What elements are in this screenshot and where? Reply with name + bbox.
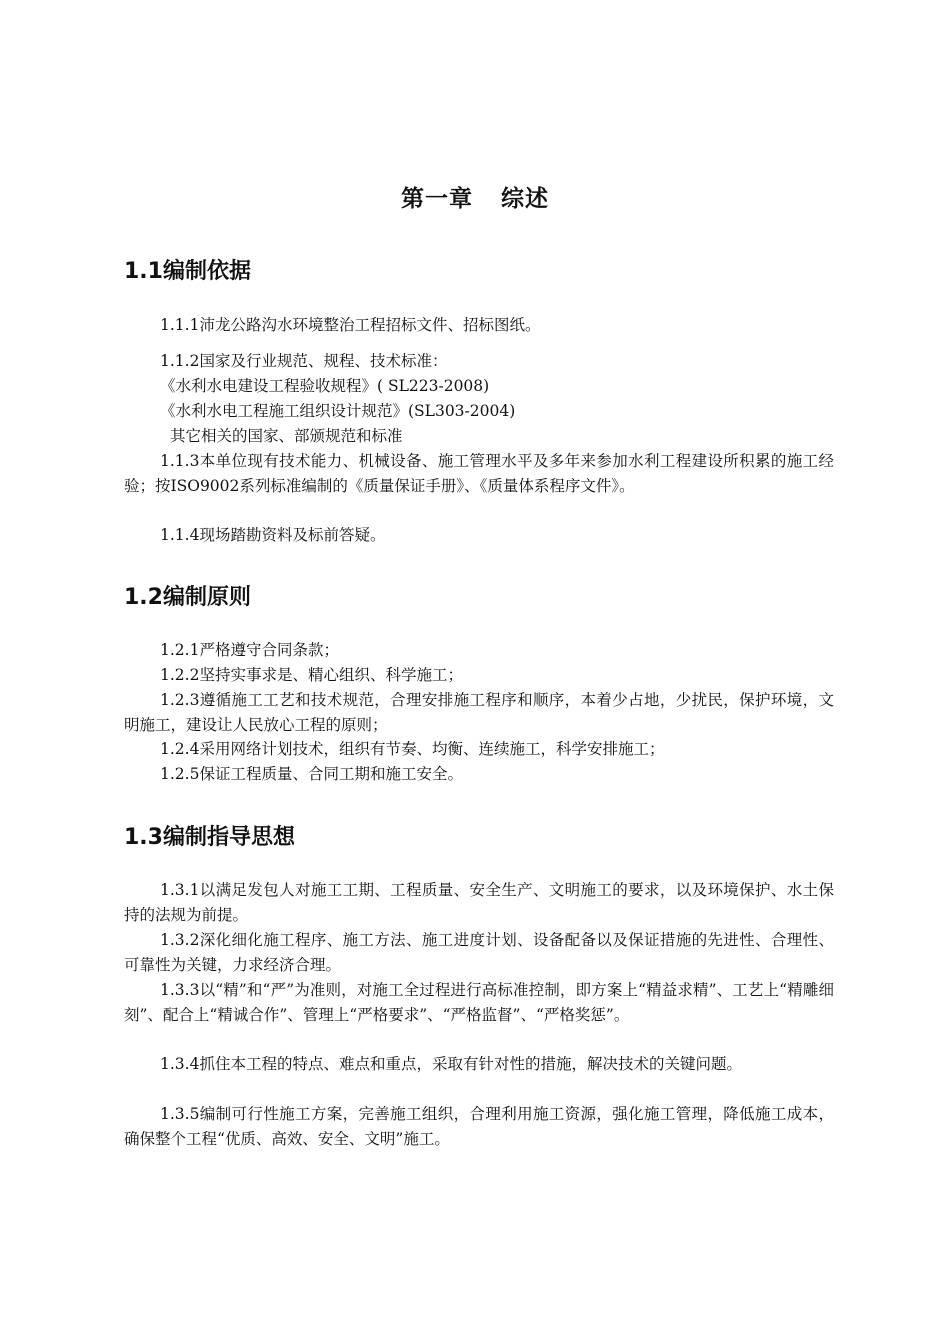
paragraph-1-3-1: 1.3.1以满足发包人对施工工期、工程质量、安全生产、文明施工的要求，以及环境保护、水土保持的法规为前提。 [124, 881, 834, 924]
paragraph-1-2-2: 1.2.2坚持实事求是、精心组织、科学施工； [160, 666, 463, 684]
standard-item: 其它相关的国家、部颁规范和标准 [170, 427, 403, 445]
paragraph-1-1-4: 1.1.4现场踏勘资料及标前答疑。 [160, 526, 386, 544]
paragraph-1-3-2: 1.3.2深化细化施工程序、施工方法、施工进度计划、设备配备以及保证措施的先进性、合理性、可靠性为关键，力求经济合理。 [124, 931, 834, 974]
chapter-label: 第一章 [401, 186, 473, 212]
paragraph-1-2-1: 1.2.1严格遵守合同条款； [160, 641, 339, 659]
section-heading-1-2: 1.2编制原则 [124, 585, 251, 610]
paragraph-1-1-2: 1.1.2国家及行业规范、规程、技术标准： [160, 352, 448, 370]
paragraph-1-3-3: 1.3.3以“精”和“严”为准则，对施工全过程进行高标准控制，即方案上“精益求精”、工艺上“精雕细刻”、配合上“精诚合作”、管理上“严格要求”、“严格监督”、“严格奖惩”。 [124, 981, 834, 1024]
paragraph-1-3-4: 1.3.4抓住本工程的特点、难点和重点，采取有针对性的措施，解决技术的关键问题。 [160, 1055, 742, 1073]
paragraph-1-2-5: 1.2.5保证工程质量、合同工期和施工安全。 [160, 765, 463, 783]
chapter-name: 综述 [501, 186, 549, 212]
paragraph-1-1-1: 1.1.1沛龙公路沟水环境整治工程招标文件、招标图纸。 [160, 316, 541, 334]
chapter-title [0, 180, 950, 213]
section-heading-1-1: 1.1编制依据 [124, 259, 251, 284]
paragraph-1-3-5: 1.3.5编制可行性施工方案，完善施工组织，合理利用施工资源，强化施工管理，降低施工成本，确保整个工程“优质、高效、安全、文明”施工。 [124, 1105, 834, 1148]
paragraph-1-2-4: 1.2.4采用网络计划技术，组织有节奏、均衡、连续施工，科学安排施工； [160, 740, 665, 758]
paragraph-1-2-3: 1.2.3遵循施工工艺和技术规范，合理安排施工程序和顺序，本着少占地，少扰民，保护环境，文明施工，建设让人民放心工程的原则； [124, 691, 834, 734]
standard-item: 《水利水电建设工程验收规程》( SL223-2008) [160, 377, 490, 395]
paragraph-1-1-3: 1.1.3本单位现有技术能力、机械设备、施工管理水平及多年来参加水利工程建设所积累的施工经验；按ISO9002系列标准编制的《质量保证手册》、《质量体系程序文件》。 [124, 452, 834, 495]
section-heading-1-3: 1.3编制指导思想 [124, 825, 295, 850]
standard-item: 《水利水电工程施工组织设计规范》(SL303-2004) [160, 402, 516, 420]
